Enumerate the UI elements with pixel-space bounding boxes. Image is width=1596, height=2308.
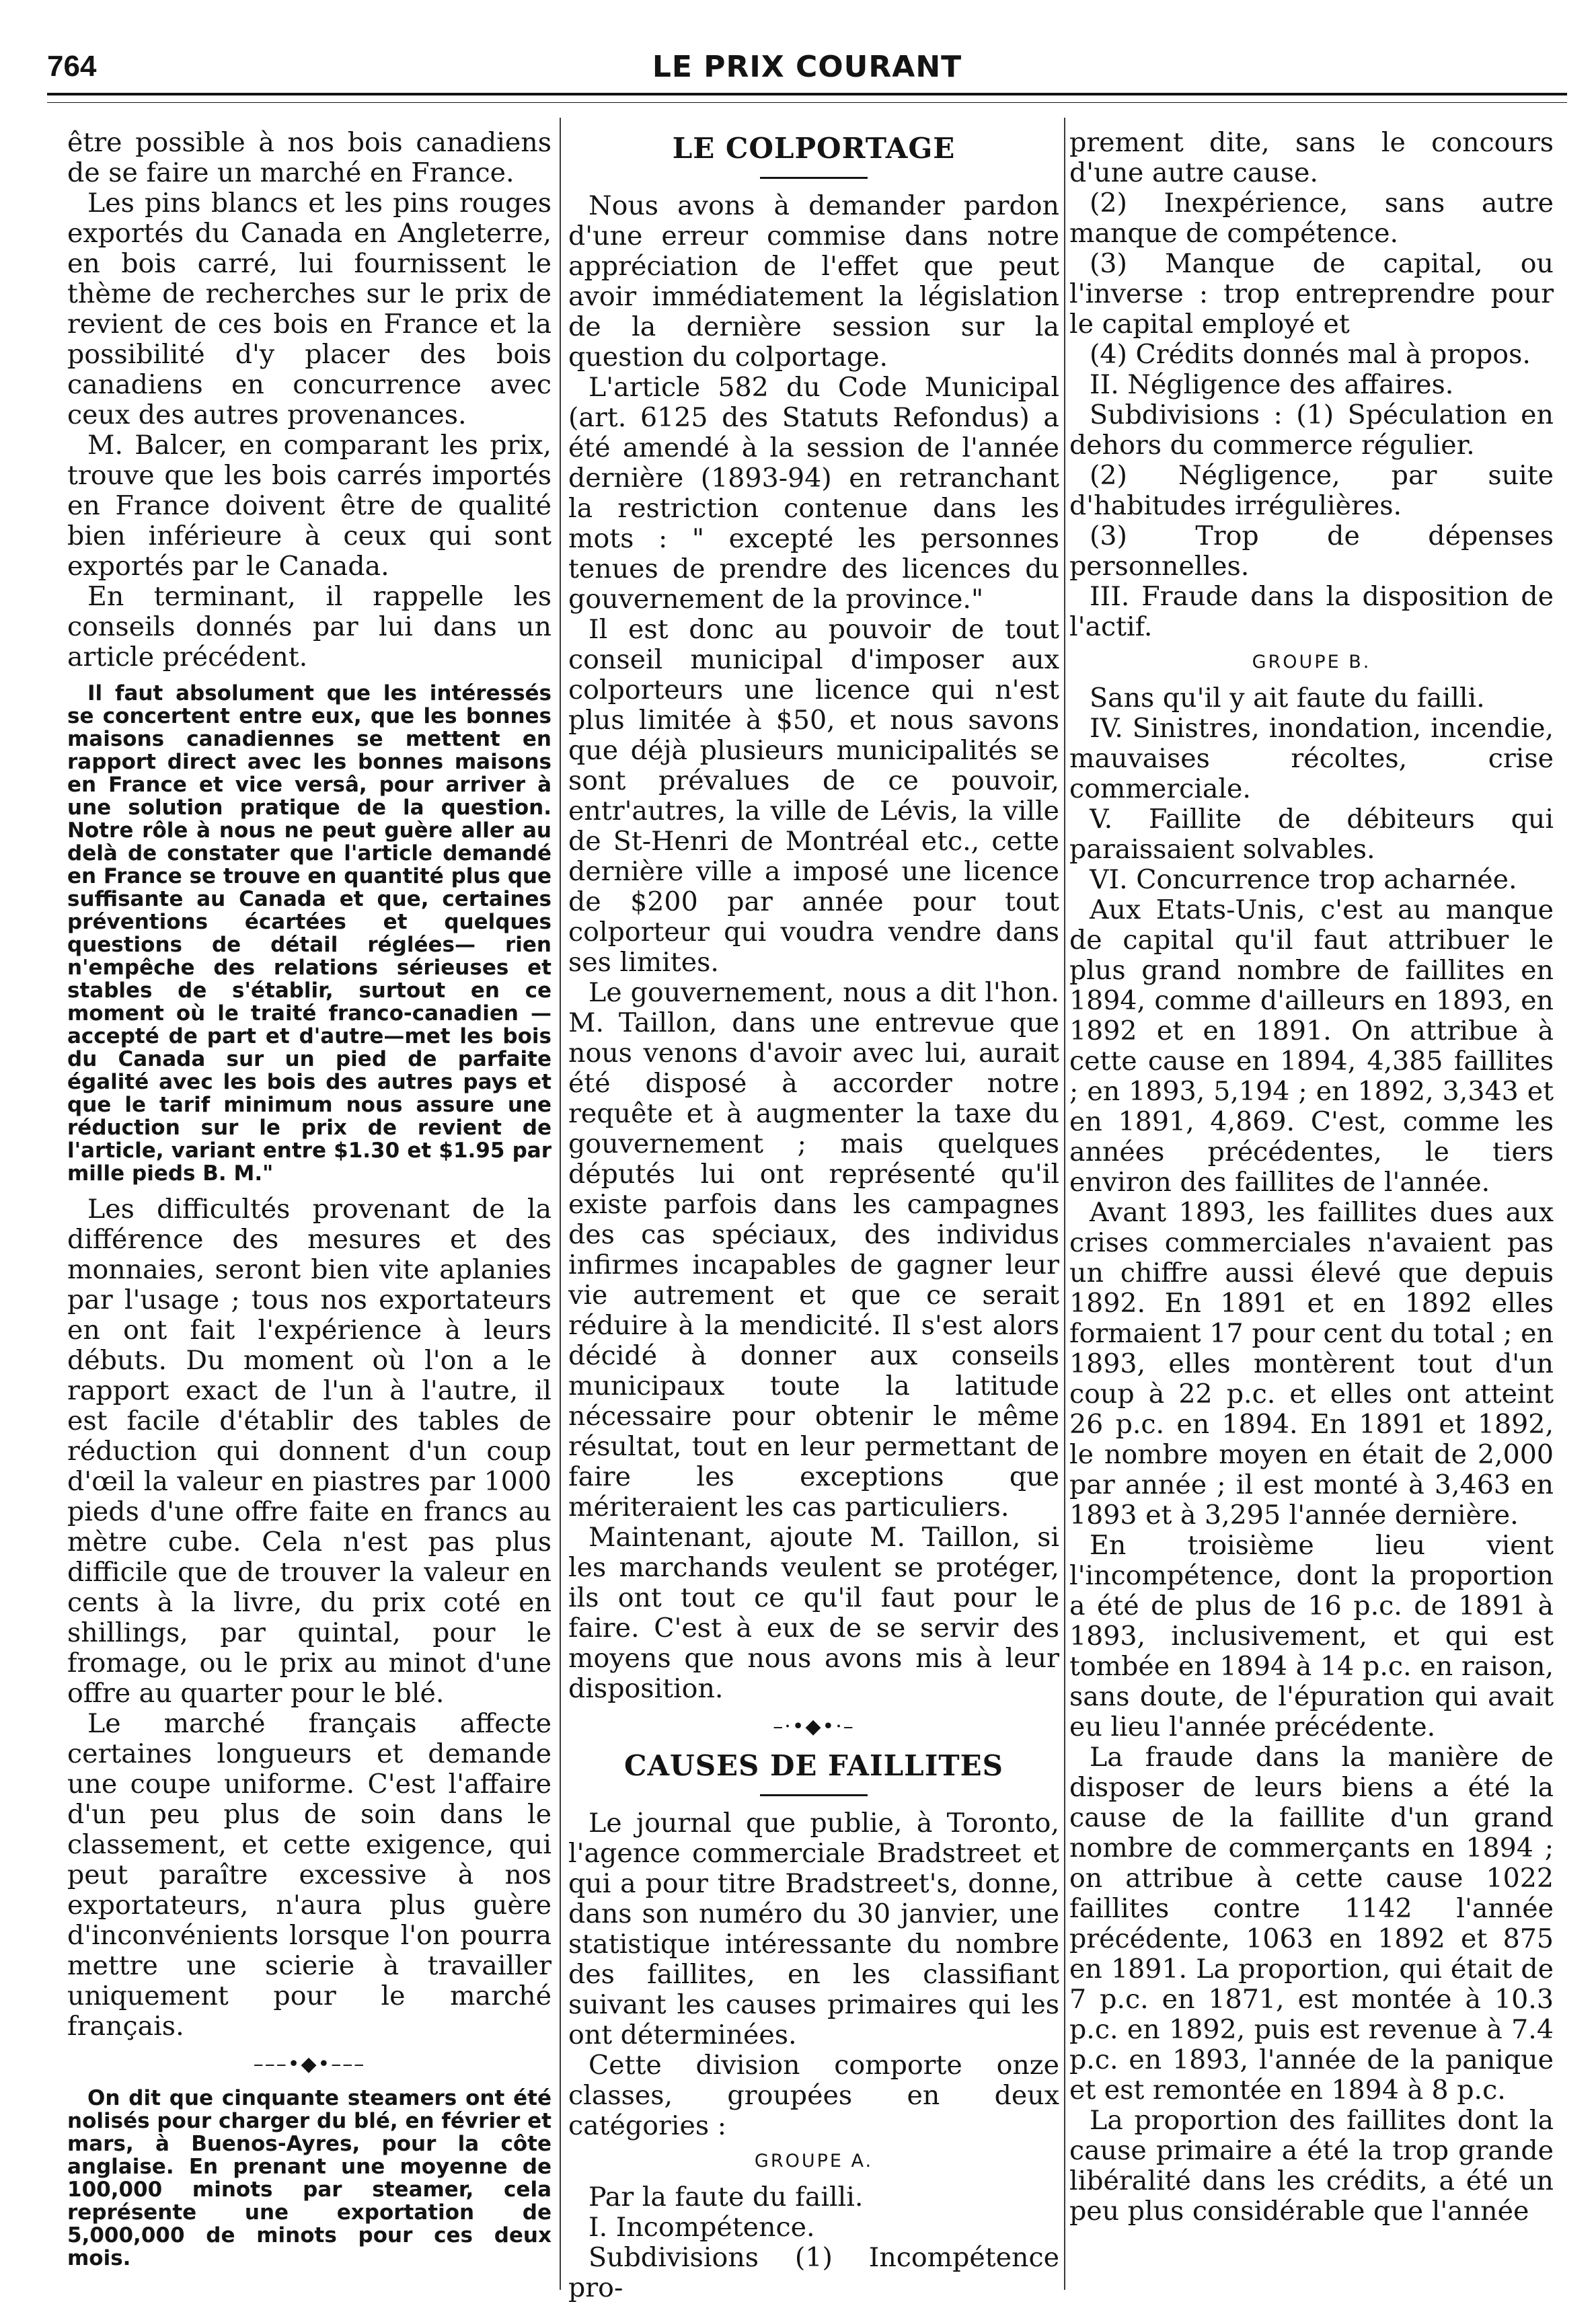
paragraph: VI. Concurrence trop acharnée. [1090, 864, 1517, 895]
heading-rule [760, 1794, 868, 1796]
paragraph: L'article 582 du Code Municipal (art. 6125 des Statuts Refondus) a été amendé à la session de l'année dernière (1893-94) en retranchant la restriction contenue dans les mots : " excepté les personnes tenues de prendre des licences du gouvernement de la province." [568, 372, 1059, 615]
paragraph: IV. Sinistres, inondation, incendie, mauvaises récoltes, crise commerciale. [1069, 713, 1554, 804]
paragraph: Subdivisions (1) Incompétence pro- [568, 2242, 1059, 2303]
paragraph: être possible à nos bois canadiens de se faire un marché en France. [67, 127, 552, 188]
column-3 [1069, 128, 1554, 2266]
page-header [47, 24, 1567, 91]
paragraph: (3) Manque de capital, ou l'inverse : trop entreprendre pour le capital employé et [1069, 248, 1554, 340]
paragraph: III. Fraude dans la disposition de l'actif. [1069, 581, 1554, 642]
paragraph: Nous avons à demander pardon d'une erreur commise dans notre appréciation de l'effet que peut avoir immédiatement la législation de la dernière session sur la question du colportage. [568, 190, 1059, 373]
paragraph: Avant 1893, les faillites dues aux crises commerciales n'avaient pas un chiffre aussi élevé que depuis 1892. En 1891 et en 1892 elles formaient 17 pour cent du total ; en 1893, elles montèrent tout d'un coup à 22 p.c. et elles ont atteint 26 p.c. en 1894. En 1891 et 1892, le nombre moyen en était de 2,000 par année ; il est monté à 3,463 en 1893 et à 3,295 l'année dernière. [1069, 1197, 1554, 1531]
paragraph: La proportion des faillites dont la cause primaire a été la trop grande libéralité dans les crédits, a été un peu plus considérable que l'année [1069, 2105, 1554, 2227]
paragraph: (4) Crédits donnés mal à propos. [1090, 339, 1531, 370]
column-1 [67, 127, 552, 2270]
paragraph: V. Faillite de débiteurs qui paraissaient solvables. [1069, 804, 1554, 865]
header-rule-thin [47, 102, 1567, 103]
paragraph: Les pins blancs et les pins rouges exportés du Canada en Angleterre, en bois carré, lui fournissent le thème de recherches sur le prix de revient de ces bois en France et la possibilité d'y placer des bois canadiens en concurrence avec ceux des autres provenances. [67, 188, 552, 430]
paragraph: Les difficultés provenant de la différence des mesures et des monnaies, seront bien vite aplanies par l'usage ; tous nos exportateurs en ont fait l'expérience à leurs débuts. Du moment où l'on a le rapport exact de l'un à l'autre, il est facile d'établir des tables de réduction qui donnent d'un coup d'œil la valeur en piastres par 1000 pieds d'une offre faite en francs au mètre cube. Cela n'est pas plus difficile que de trouver la valeur en cents à la livre, du prix coté en shillings, par quintal, pour le fromage, ou le prix au minot d'une offre au quarter pour le blé. [67, 1194, 552, 1709]
quoted-passage: Il faut absolument que les intéressés se concertent entre eux, que les bonnes maisons canadiennes se mettent en rapport direct avec les bonnes maisons en France et vice versâ, pour arriver à une solution pratique de la question. Notre rôle à nous ne peut guère aller au delà de constater que l'article demandé en France se trouve en quantité plus que suffisante au Canada et que, certaines préventions écartées et quelques questions de détail réglées— rien n'empêche des relations sérieuses et stables de s'établir, surtout en ce moment où le traité franco-canadien — accepté de part et d'autre—met les bois du Canada sur un pied de parfaite égalité avec les bois des autres pays et que le tarif minimum nous assure une réduction sur le prix de revient de l'article, variant entre $1.30 et $1.95 par mille pieds B. M." [67, 681, 552, 1186]
paragraph: Aux Etats-Unis, c'est au manque de capital qu'il faut attribuer le plus grand nombre de faillites en 1894, comme d'ailleurs en 1893, en 1892 et en 1891. On attribue à cette cause en 1894, 4,385 faillites ; en 1893, 5,194 ; en 1892, 3,343 et en 1891, 4,869. C'est, comme les années précédentes, le tiers environ des faillites de l'année. [1069, 894, 1554, 1198]
paragraph: La fraude dans la manière de disposer de leurs biens a été la cause de la faillite d'un grand nombre de commerçants en 1894 ; on attribue à cette cause 1022 faillites contre 1142 l'année précédente, 1063 en 1892 et 875 en 1891. La proportion, qui était de 7 p.c. en 1871, est montée à 10.3 p.c. en 1892, puis est revenue à 7.4 p.c. en 1893, l'année de la panique et est remontée en 1894 à 8 p.c. [1069, 1742, 1554, 2106]
paragraph: Sans qu'il y ait faute du failli. [1090, 683, 1485, 714]
paragraph: II. Négligence des affaires. [1090, 369, 1454, 400]
paragraph: En troisième lieu vient l'incompétence, dont la proportion a été de plus de 16 p.c. de 1891 à 1893, inclusivement, et qui est tombée en 1894 à 14 p.c. en raison, sans doute, de l'épuration qui avait eu lieu l'année précédente. [1069, 1530, 1554, 1742]
article-heading-faillites: CAUSES DE FAILLITES [624, 1749, 1003, 1782]
paragraph: (2) Inexpérience, sans autre manque de compétence. [1069, 188, 1554, 249]
paragraph: (2) Négligence, par suite d'habitudes irrégulières. [1069, 460, 1554, 521]
paragraph: Le journal que publie, à Toronto, l'agence commerciale Bradstreet et qui a pour titre Bradstreet's, donne, dans son numéro du 30 janvier, une statistique intéressante du nombre des faillites, en les classifiant suivant les causes primaires qui les ont déterminées. [568, 1808, 1059, 2050]
heading-rule [760, 177, 868, 179]
column-divider-2 [1064, 118, 1065, 2290]
paragraph: Il est donc au pouvoir de tout conseil municipal d'imposer aux colporteurs une licence qui n'est plus limitée à $50, et nous savons que déjà plusieurs municipalités se sont prévalues de ce pouvoir, entr'autres, la ville de Lévis, la ville de St-Henri de Montréal etc., cette dernière ville a imposé une licence de $200 par année pour tout colporteur qui voudra vendre dans ses limites. [568, 614, 1059, 978]
group-b-heading: GROUPE B. [1252, 652, 1371, 672]
running-title: LE PRIX COURANT [652, 50, 962, 84]
news-note: On dit que cinquante steamers ont été nolisés pour charger du blé, en février et mars, à Buenos-Ayres, pour la côte anglaise. En prenant une moyenne de 100,000 minots par steamer, cela représente une exportation de 5,000,000 de minots pour ces deux mois. [67, 2086, 552, 2270]
paragraph: (3) Trop de dépenses personnelles. [1069, 521, 1554, 582]
column-divider-1 [560, 118, 561, 2290]
paragraph: Maintenant, ajoute M. Taillon, si les marchands veulent se protéger, ils ont tout ce qu'il faut pour le faire. C'est à eux de se servir des moyens que nous avons mis à leur disposition. [568, 1522, 1059, 1704]
header-rule-thick [47, 93, 1567, 95]
paragraph: prement dite, sans le concours d'une autre cause. [1069, 127, 1554, 188]
paragraph: M. Balcer, en comparant les prix, trouve que les bois carrés importés en France doivent être de qualité bien inférieure à ceux qui sont exportés par le Canada. [67, 430, 552, 582]
article-heading-colportage: LE COLPORTAGE [672, 132, 956, 165]
paragraph: Cette division comporte onze classes, groupées en deux catégories : [568, 2050, 1059, 2141]
paragraph: Le marché français affecte certaines longueurs et demande une coupe uniforme. C'est l'affaire d'un peu plus de soin dans le classement, et cette exigence, qui peut paraître excessive à nos exportateurs, n'aura plus guère d'inconvénients lorsque l'on pourra mettre une scierie à travailler uniquement pour le marché français. [67, 1708, 552, 2042]
paragraph: Subdivisions : (1) Spéculation en dehors du commerce régulier. [1069, 399, 1554, 461]
paragraph: En terminant, il rappelle les conseils donnés par lui dans un article précédent. [67, 581, 552, 672]
paragraph: Le gouvernement, nous a dit l'hon. M. Taillon, dans une entrevue que nous venons d'avoir avec lui, aurait été disposé à accorder notre requête et à augmenter la taxe du gouvernement ; mais quelques députés lui ont représenté qu'il existe parfois dans les campagnes des cas spéciaux, des individus infirmes incapables de gagner leur vie autrement et que ce serait réduire à la mendicité. Il s'est alors décidé à donner aux conseils municipaux toute la latitude nécessaire pour obtenir le même résultat, tout en leur permettant de faire les exceptions que mériteraient les cas particuliers. [568, 977, 1059, 1523]
section-ornament: –––•◆•––– [253, 2052, 366, 2076]
group-a-heading: GROUPE A. [754, 2151, 874, 2171]
section-ornament: –·•◆•·– [773, 1715, 855, 1738]
paragraph: I. Incompétence. [588, 2212, 815, 2243]
column-2 [568, 128, 1059, 2303]
paragraph: Par la faute du failli. [588, 2182, 864, 2213]
page-number: 764 [47, 50, 97, 83]
